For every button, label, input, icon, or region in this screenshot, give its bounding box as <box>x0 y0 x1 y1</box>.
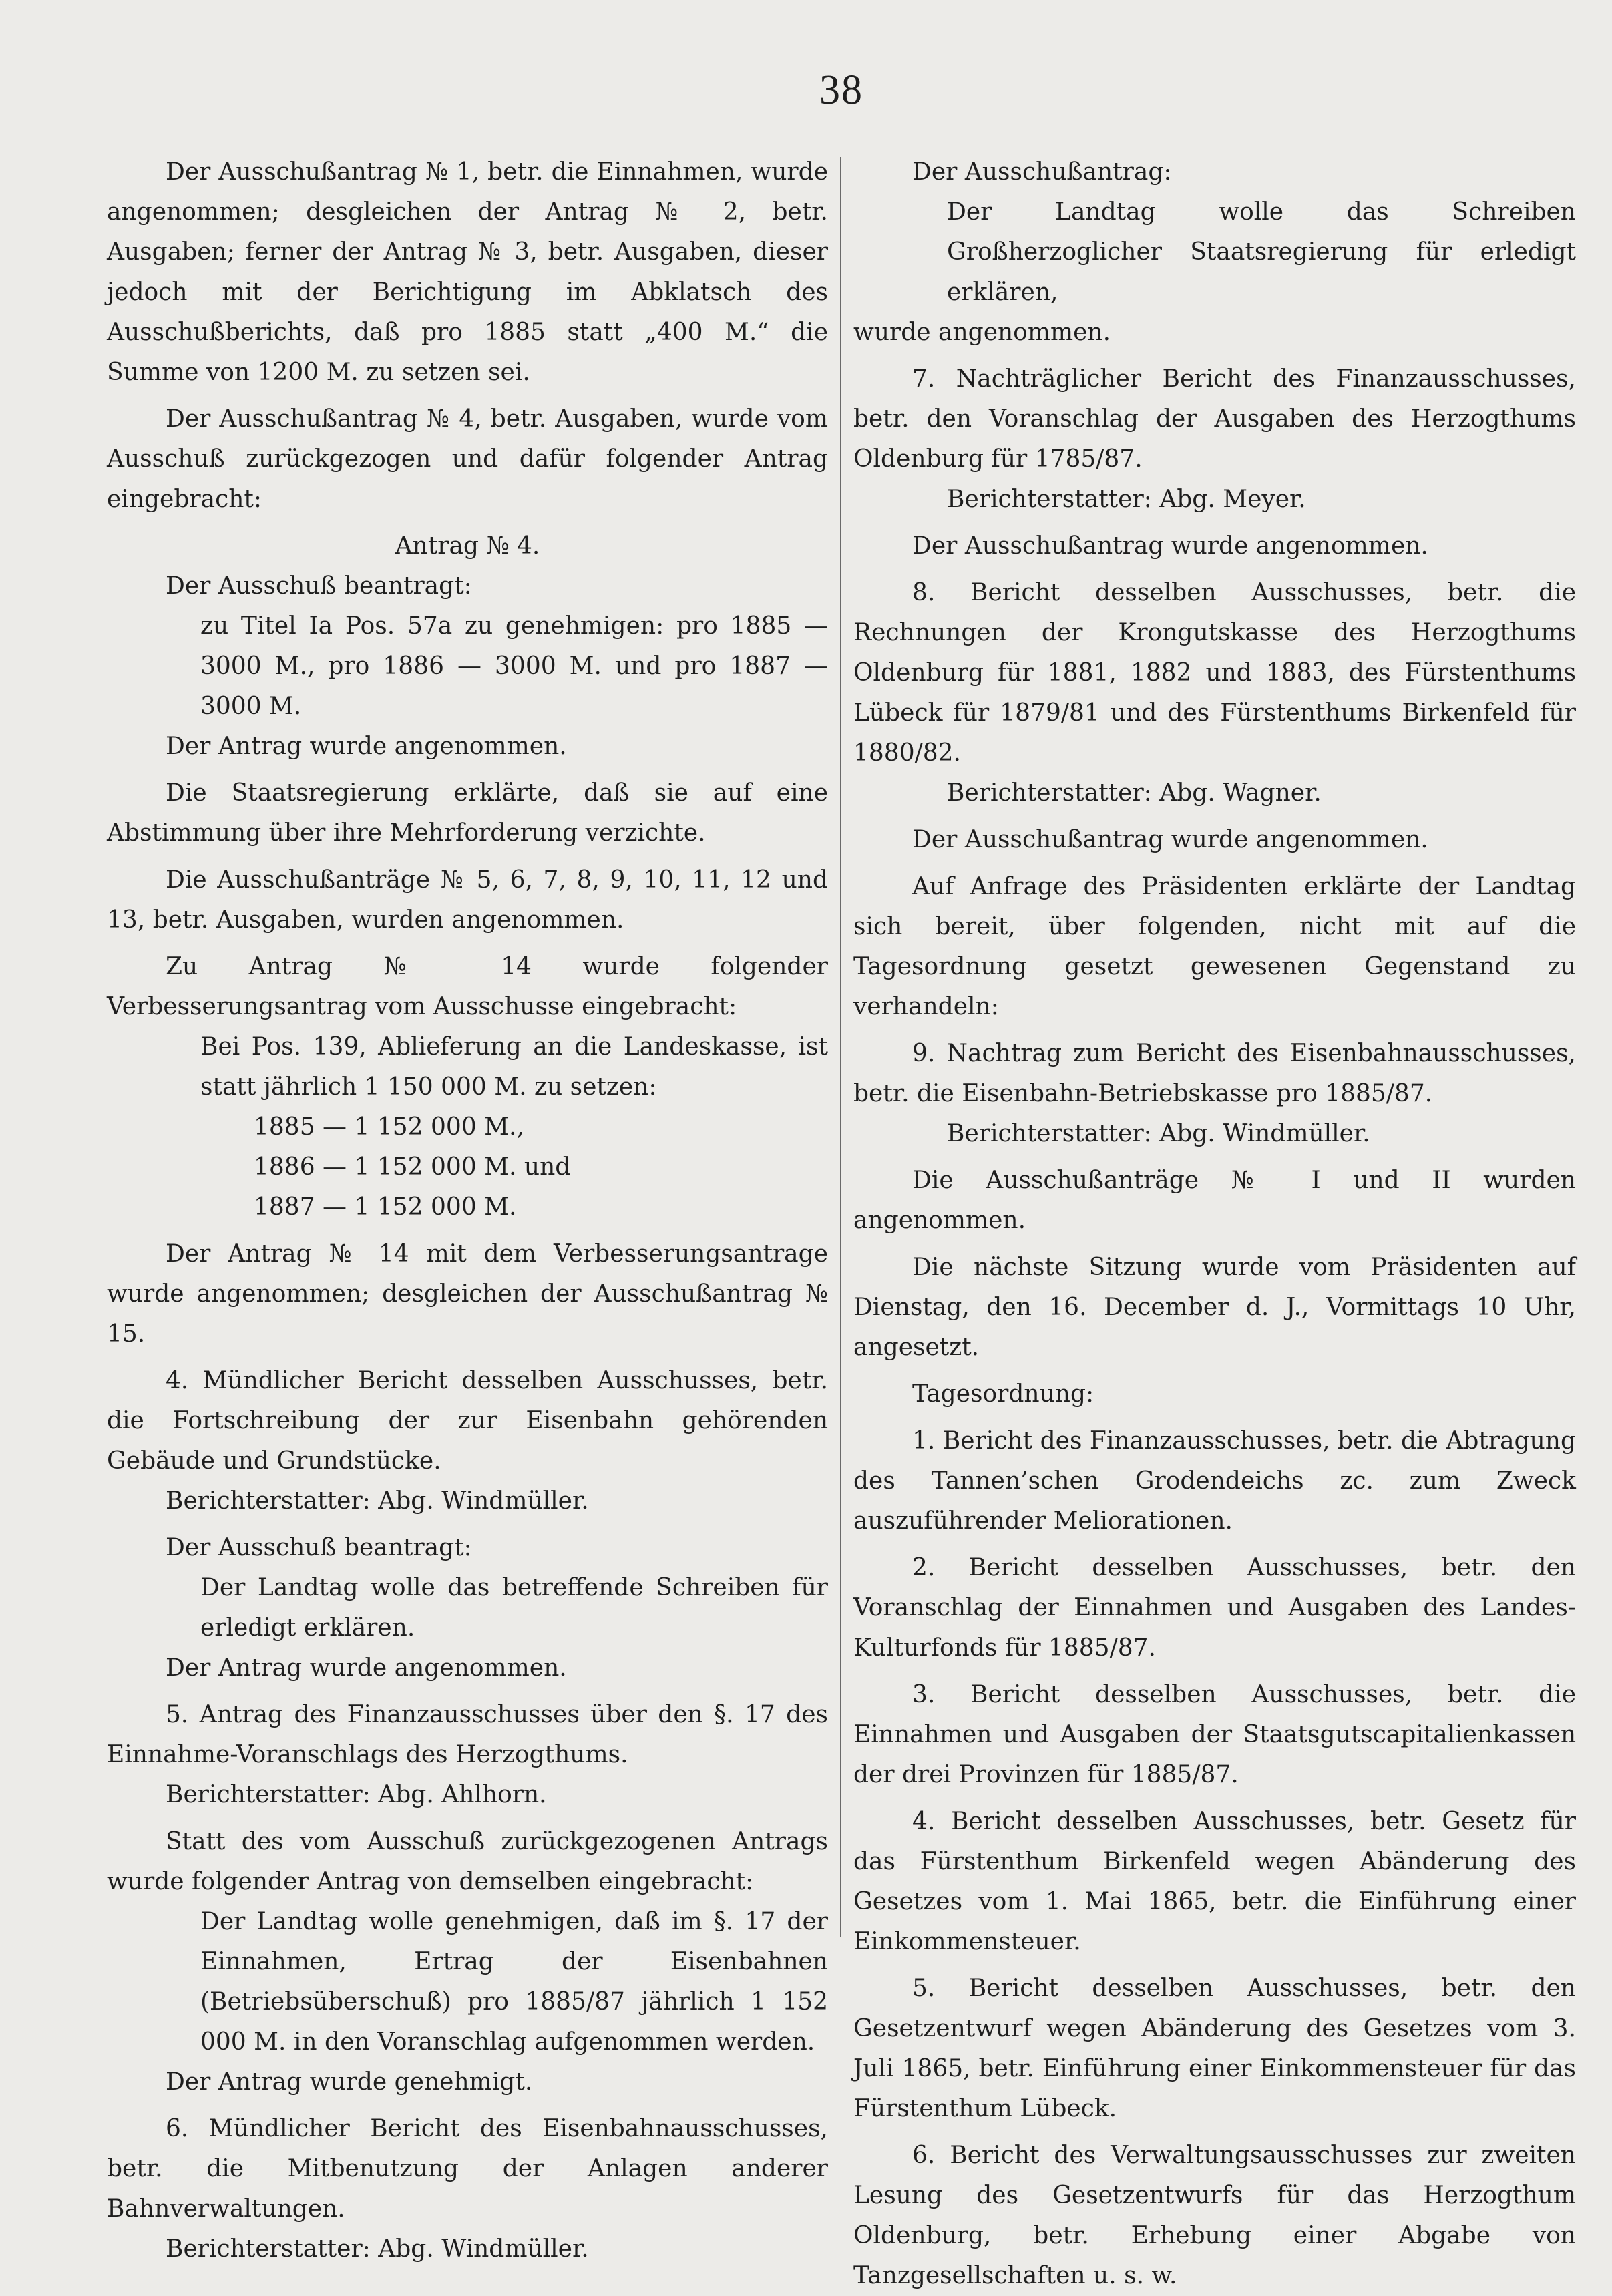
paragraph: Berichterstatter: Abg. Windmüller. <box>166 2235 589 2263</box>
paragraph: Berichterstatter: Abg. Windmüller. <box>947 1120 1370 1147</box>
paragraph: 2. Bericht desselben Ausschusses, betr. den Voranschlag der Einnahmen und Ausgaben des Landes-Kulturfonds für 1885/87. <box>853 1554 1576 1662</box>
paragraph: 7. Nachträglicher Bericht des Finanzausschusses, betr. den Voranschlag der Ausgaben des Herzogthums Oldenburg für 1785/87. <box>853 365 1576 473</box>
paragraph: Die Ausschußanträge № I und II wurden angenommen. <box>853 1167 1576 1234</box>
paragraph: 5. Bericht desselben Ausschusses, betr. den Gesetzentwurf wegen Abänderung des Gesetzes vom 3. Juli 1865, betr. Einführung einer Einkommensteuer für das Fürstenthum Lübeck. <box>853 1975 1576 2122</box>
paragraph: Zu Antrag № 14 wurde folgender Verbesserungsantrag vom Ausschusse eingebracht: <box>107 953 828 1020</box>
paragraph: Der Ausschußantrag wurde angenommen. <box>912 532 1428 560</box>
paragraph: Der Antrag № 14 mit dem Verbesserungsantrage wurde angenommen; desgleichen der Ausschußantrag № 15. <box>107 1240 828 1348</box>
page-number: 38 <box>819 67 863 113</box>
paragraph: 3. Bericht desselben Ausschusses, betr. die Einnahmen und Ausgaben der Staatsgutscapitalienkassen der drei Provinzen für 1885/87. <box>853 1681 1576 1788</box>
paragraph: Berichterstatter: Abg. Ahlhorn. <box>166 1781 547 1808</box>
paragraph: 4. Bericht desselben Ausschusses, betr. Gesetz für das Fürstenthum Birkenfeld wegen Abänderung des Gesetzes vom 1. Mai 1865, betr. die Einführung einer Einkommensteuer. <box>853 1808 1576 1955</box>
paragraph: 4. Mündlicher Bericht desselben Ausschusses, betr. die Fortschreibung der zur Eisenbahn gehörenden Gebäude und Grundstücke. <box>107 1367 828 1475</box>
paragraph: Bei Pos. 139, Ablieferung an die Landeskasse, ist statt jährlich 1 150 000 M. zu setzen: <box>200 1033 828 1101</box>
paragraph: Der Ausschußantrag wurde angenommen. <box>912 826 1428 853</box>
paragraph: 6. Bericht des Verwaltungsausschusses zur zweiten Lesung des Gesetzentwurfs für das Herzogthum Oldenburg, betr. Erhebung einer Abgabe von Tanzgesellschaften u. s. w. <box>853 2142 1576 2289</box>
paragraph: 5. Antrag des Finanzausschusses über den §. 17 des Einnahme-Voranschlags des Herzogthums. <box>107 1701 828 1768</box>
paragraph: Berichterstatter: Abg. Meyer. <box>947 486 1306 513</box>
paragraph: 6. Mündlicher Bericht des Eisenbahnausschusses, betr. die Mitbenutzung der Anlagen anderer Bahnverwaltungen. <box>107 2115 828 2223</box>
paragraph: Die Ausschußanträge № 5, 6, 7, 8, 9, 10, 11, 12 und 13, betr. Ausgaben, wurden angenommen. <box>107 866 828 934</box>
paragraph: 8. Bericht desselben Ausschusses, betr. die Rechnungen der Krongutskasse des Herzogthums Oldenburg für 1881, 1882 und 1883, des Fürstenthums Lübeck für 1879/81 und des Fürstenthums Birkenfeld für 1880/82. <box>853 579 1576 767</box>
paragraph: 1. Bericht des Finanzausschusses, betr. die Abtragung des Tannen’schen Grodendeichs zc. zum Zweck auszuführender Meliorationen. <box>853 1427 1576 1535</box>
paragraph: Der Ausschußantrag: <box>912 158 1172 186</box>
paragraph: Berichterstatter: Abg. Wagner. <box>947 779 1322 807</box>
paragraph: wurde angenommen. <box>853 319 1111 346</box>
paragraph: Der Ausschußantrag № 1, betr. die Einnahmen, wurde angenommen; desgleichen der Antrag № 2, betr. Ausgaben; ferner der Antrag № 3, betr. Ausgaben, dieser jedoch mit der Berichtigung im Abklatsch des Ausschußberichts, daß pro 1885 statt „400 M.“ die Summe von 1200 M. zu setzen sei. <box>107 158 828 386</box>
paragraph: Der Ausschuß beantragt: <box>166 572 472 600</box>
paragraph: Statt des vom Ausschuß zurückgezogenen Antrags wurde folgender Antrag von demselben eingebracht: <box>107 1828 828 1895</box>
paragraph: 1887 — 1 152 000 M. <box>254 1193 517 1221</box>
paragraph: 1886 — 1 152 000 M. und <box>254 1153 571 1181</box>
paragraph: Tagesordnung: <box>912 1380 1094 1408</box>
paragraph: 1885 — 1 152 000 M., <box>254 1113 524 1141</box>
paragraph: 9. Nachtrag zum Bericht des Eisenbahnausschusses, betr. die Eisenbahn-Betriebskasse pro 1885/87. <box>853 1040 1576 1107</box>
right-column <box>853 152 1576 2296</box>
left-column <box>107 152 828 2269</box>
paragraph: Der Ausschußantrag № 4, betr. Ausgaben, wurde vom Ausschuß zurückgezogen und dafür folgender Antrag eingebracht: <box>107 405 828 513</box>
paragraph: Der Ausschuß beantragt: <box>166 1534 472 1561</box>
paragraph: Der Antrag wurde angenommen. <box>166 1654 567 1682</box>
paragraph: Der Landtag wolle das betreffende Schreiben für erledigt erklären. <box>200 1574 828 1642</box>
paragraph: Der Landtag wolle das Schreiben Großherzoglicher Staatsregierung für erledigt erklären, <box>947 198 1576 306</box>
paragraph: Der Antrag wurde genehmigt. <box>166 2068 533 2096</box>
paragraph: Antrag № 4. <box>395 532 540 560</box>
paragraph: Auf Anfrage des Präsidenten erklärte der Landtag sich bereit, über folgenden, nicht mit auf die Tagesordnung gesetzt gewesenen Gegenstand zu verhandeln: <box>853 873 1576 1020</box>
paragraph: Der Landtag wolle genehmigen, daß im §. 17 der Einnahmen, Ertrag der Eisenbahnen (Betriebsüberschuß) pro 1885/87 jährlich 1 152 000 M. in den Voranschlag aufgenommen werden. <box>200 1908 828 2056</box>
paragraph: Der Antrag wurde angenommen. <box>166 733 567 760</box>
paragraph: zu Titel Ia Pos. 57a zu genehmigen: pro 1885 — 3000 M., pro 1886 — 3000 M. und pro 1887 — 3000 M. <box>200 612 828 720</box>
paragraph: Berichterstatter: Abg. Windmüller. <box>166 1487 589 1515</box>
column-rule <box>840 157 841 1937</box>
paragraph: Die nächste Sitzung wurde vom Präsidenten auf Dienstag, den 16. December d. J., Vormittags 10 Uhr, angesetzt. <box>853 1254 1576 1361</box>
paragraph: Die Staatsregierung erklärte, daß sie auf eine Abstimmung über ihre Mehrforderung verzichte. <box>107 779 828 847</box>
